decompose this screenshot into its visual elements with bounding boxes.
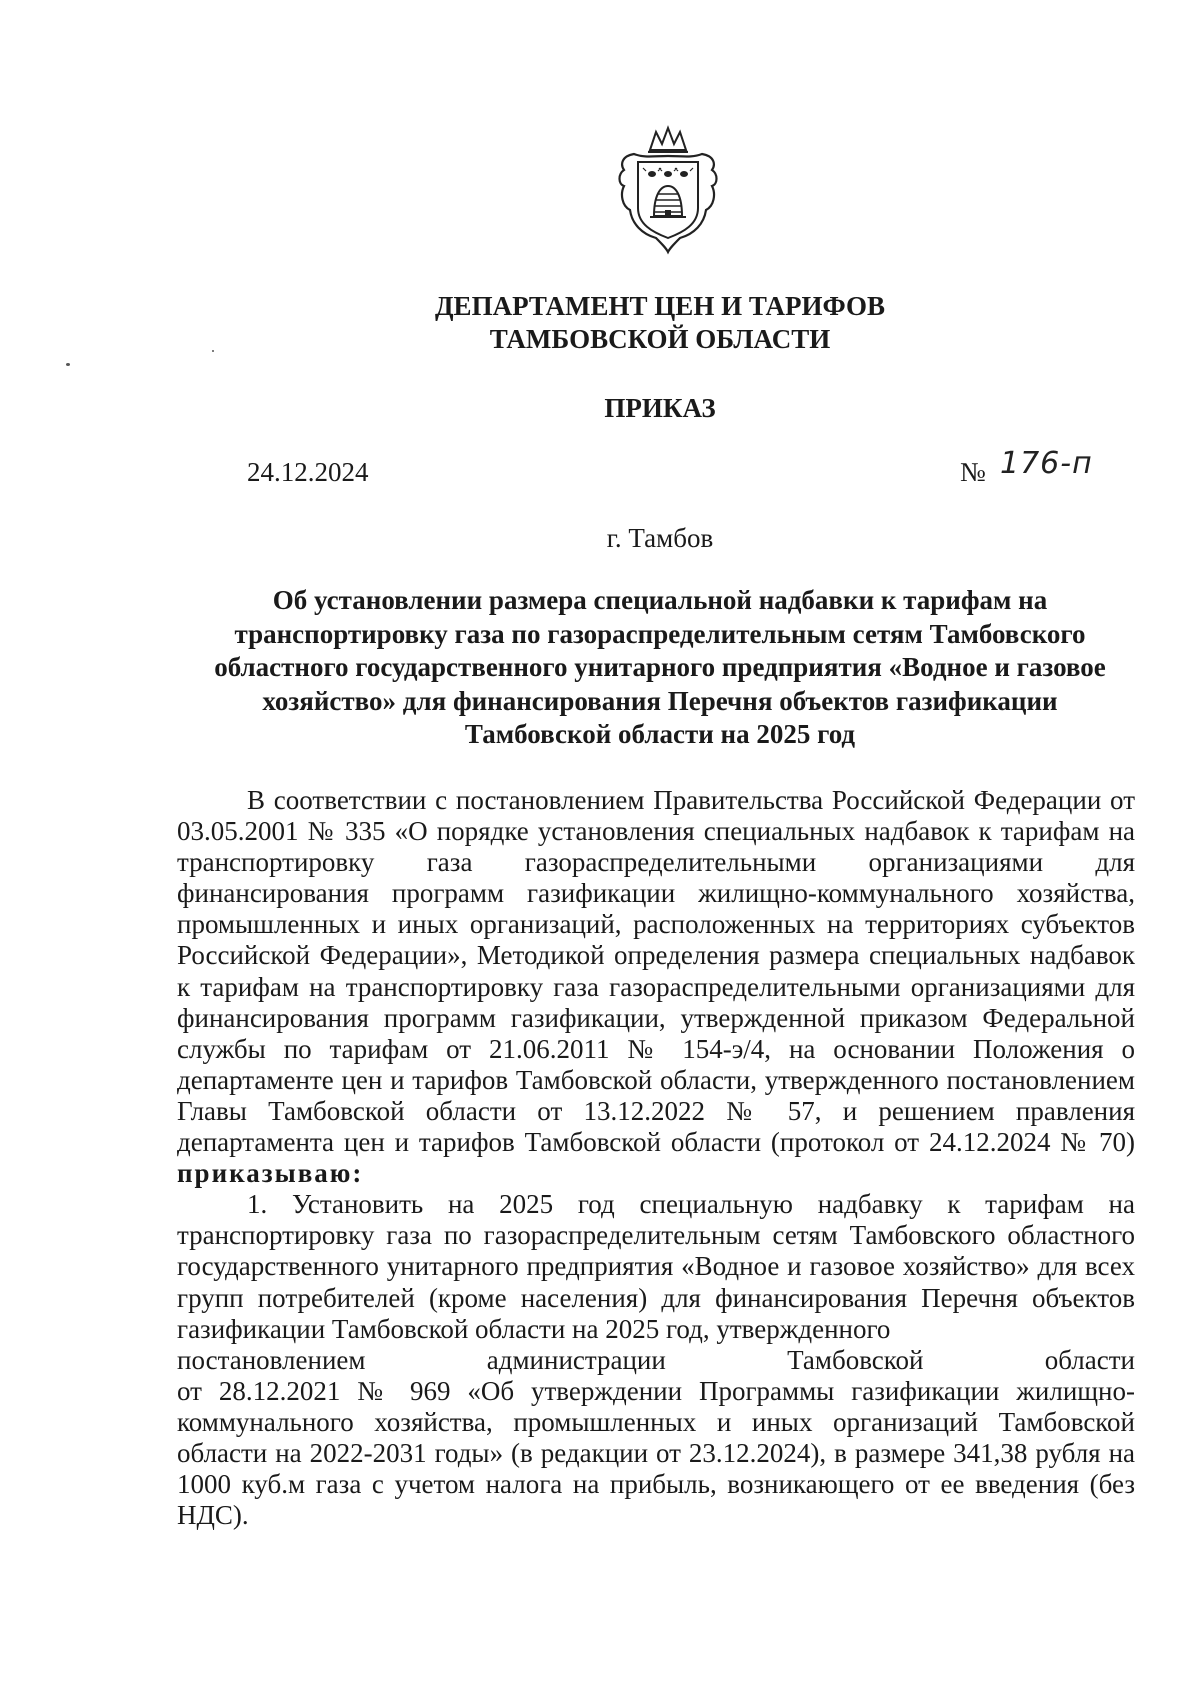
scan-speck bbox=[66, 363, 70, 366]
city: г. Тамбов bbox=[606, 523, 714, 553]
coat-of-arms-icon bbox=[612, 124, 724, 256]
spread-word: Тамбовской bbox=[787, 1344, 924, 1375]
document-body bbox=[177, 785, 1135, 1531]
order-keyword: приказываю: bbox=[177, 1158, 364, 1189]
item-1-text-part-2: от 28.12.2021 № 969 «Об утверждении Программы газификации жилищно-коммунального хозяйства, промышленных и иных организаций Тамбовской области на 2022-2031 годы» (в редакции от 23.12.2024), в размере 341,38 рубля на 1000 куб.м газа с учетом налога на прибыль, возникающего от ее введения (без НДС). bbox=[177, 1375, 1135, 1531]
document-title bbox=[180, 584, 1140, 752]
spread-word: администрации bbox=[486, 1344, 666, 1375]
number-sign: № bbox=[960, 457, 986, 487]
department-line-2: ТАМБОВСКОЙ ОБЛАСТИ bbox=[489, 324, 831, 354]
preamble-text: В соответствии с постановлением Правительства Российской Федерации от 03.05.2001 № 335 «О порядке установления специальных надбавок к тарифам на транспортировку газа газораспределительными организациями для финансирования программ газификации жилищно-коммунального хозяйства, промышленных и иных организаций, расположенных на территориях субъектов Российской Федерации», Методикой определения размера специальных надбавок к тарифам на транспортировку газа газораспределительными организациями для финансирования программ газификации, утвержденной приказом Федеральной службы по тарифам от 21.06.2011 № 154-э/4, на основании Положения о департаменте цен и тарифов Тамбовской области, утвержденного постановлением Главы Тамбовской области от 13.12.2022 № 57, и решением правления департамента цен и тарифов Тамбовской области (протокол от 24.12.2024 № 70) bbox=[177, 785, 1135, 1158]
item-1-spread-line bbox=[177, 1345, 1135, 1376]
document-type: ПРИКАЗ bbox=[604, 393, 716, 423]
title-line: хозяйство» для финансирования Перечня объектов газификации bbox=[262, 685, 1058, 716]
document-date: 24.12.2024 bbox=[247, 457, 369, 487]
title-line: областного государственного унитарного предприятия «Водное и газовое bbox=[214, 652, 1106, 682]
department-line-1: ДЕПАРТАМЕНТ ЦЕН И ТАРИФОВ bbox=[434, 291, 886, 321]
department-name bbox=[60, 290, 1200, 356]
title-line: Об установлении размера специальной надбавки к тарифам на bbox=[272, 585, 1048, 615]
title-line: Тамбовской области на 2025 год bbox=[464, 719, 856, 749]
spread-word: области bbox=[1044, 1344, 1135, 1375]
document-number-handwritten: 176-п bbox=[1000, 446, 1093, 481]
title-line: транспортировку газа по газораспределительным сетям Тамбовского bbox=[234, 618, 1086, 649]
preamble-paragraph bbox=[177, 785, 1135, 1189]
scan-speck bbox=[212, 350, 214, 352]
item-1-text-part-1: 1. Установить на 2025 год специальную надбавку к тарифам на транспортировку газа по газораспределительным сетям Тамбовского областного государственного унитарного предприятия «Водное и газовое хозяйство» для всех групп потребителей (кроме населения) для финансирования Перечня объектов газификации Тамбовской области на 2025 год, утвержденного bbox=[177, 1189, 1135, 1344]
spread-word: постановлением bbox=[177, 1344, 366, 1375]
item-1-text-part-2-paragraph bbox=[177, 1376, 1135, 1531]
item-1-paragraph bbox=[177, 1189, 1135, 1344]
